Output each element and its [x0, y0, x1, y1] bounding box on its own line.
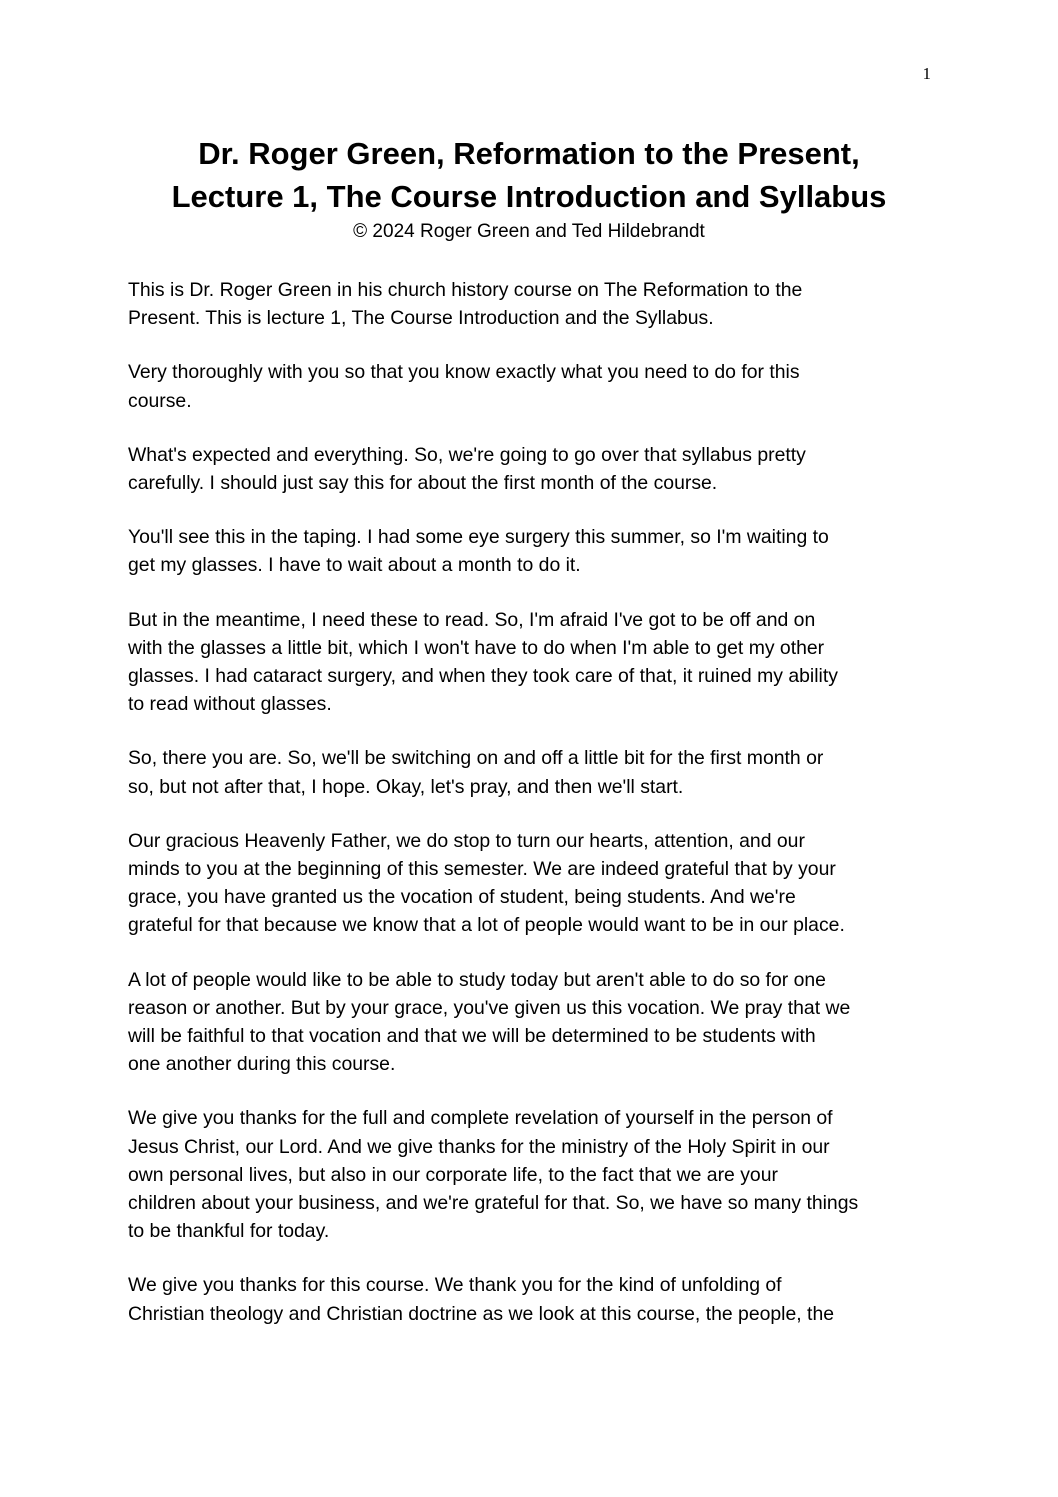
paragraph — [128, 1104, 938, 1245]
text-line: We give you thanks for this course. We thank you for the kind of unfolding of — [128, 1274, 782, 1297]
text-line: get my glasses. I have to wait about a month to do it. — [128, 554, 581, 577]
text-line: reason or another. But by your grace, you've given us this vocation. We pray that we — [128, 996, 851, 1019]
paragraph — [128, 276, 938, 332]
copyright-notice: © 2024 Roger Green and Ted Hildebrandt — [353, 221, 705, 242]
paragraph — [128, 1271, 938, 1327]
text-line: What's expected and everything. So, we're going to go over that syllabus pretty — [128, 443, 806, 466]
text-line: So, there you are. So, we'll be switching on and off a little bit for the first month or — [128, 747, 824, 770]
paragraph — [128, 966, 938, 1079]
paragraph — [128, 358, 938, 414]
paragraph — [128, 606, 938, 719]
text-line: course. — [128, 389, 192, 412]
text-line: minds to you at the beginning of this semester. We are indeed grateful that by your — [128, 858, 836, 881]
document-title-line-1: Dr. Roger Green, Reformation to the Present, — [198, 136, 860, 171]
text-line: to read without glasses. — [128, 693, 332, 716]
text-line: Present. This is lecture 1, The Course Introduction and the Syllabus. — [128, 307, 714, 330]
paragraph — [128, 827, 938, 940]
paragraph — [128, 523, 938, 579]
text-line: with the glasses a little bit, which I won't have to do when I'm able to get my other — [128, 636, 825, 659]
text-line: Our gracious Heavenly Father, we do stop to turn our hearts, attention, and our — [128, 829, 805, 852]
text-line: so, but not after that, I hope. Okay, let's pray, and then we'll start. — [128, 775, 684, 798]
document-title-line-2: Lecture 1, The Course Introduction and Syllabus — [171, 179, 887, 214]
text-line: glasses. I had cataract surgery, and when they took care of that, it ruined my ability — [128, 665, 838, 688]
text-line: to be thankful for today. — [128, 1220, 330, 1243]
text-line: children about your business, and we're grateful for that. So, we have so many things — [128, 1192, 859, 1215]
text-line: own personal lives, but also in our corporate life, to the fact that we are your — [128, 1163, 778, 1186]
text-line: carefully. I should just say this for about the first month of the course. — [128, 472, 718, 495]
document-body — [128, 276, 938, 1354]
text-line: grateful for that because we know that a lot of people would want to be in our place. — [128, 914, 845, 937]
paragraph — [128, 744, 938, 800]
text-line: But in the meantime, I need these to read. So, I'm afraid I've got to be off and on — [128, 608, 816, 631]
document-header — [100, 132, 958, 243]
text-line: will be faithful to that vocation and that we will be determined to be students with — [128, 1025, 816, 1048]
text-line: grace, you have granted us the vocation of student, being students. And we're — [128, 886, 796, 909]
text-line: We give you thanks for the full and complete revelation of yourself in the person of — [128, 1107, 833, 1130]
page-number: 1 — [922, 64, 931, 83]
text-line: Very thoroughly with you so that you know exactly what you need to do for this — [128, 361, 800, 384]
text-line: Christian theology and Christian doctrine as we look at this course, the people, the — [128, 1302, 835, 1325]
text-line: This is Dr. Roger Green in his church history course on The Reformation to the — [128, 279, 803, 301]
paragraph — [128, 441, 938, 497]
text-line: You'll see this in the taping. I had some eye surgery this summer, so I'm waiting to — [128, 526, 829, 549]
text-line: Jesus Christ, our Lord. And we give thanks for the ministry of the Holy Spirit in our — [128, 1135, 830, 1158]
text-line: one another during this course. — [128, 1053, 396, 1076]
text-line: A lot of people would like to be able to study today but aren't able to do so for one — [128, 968, 826, 991]
